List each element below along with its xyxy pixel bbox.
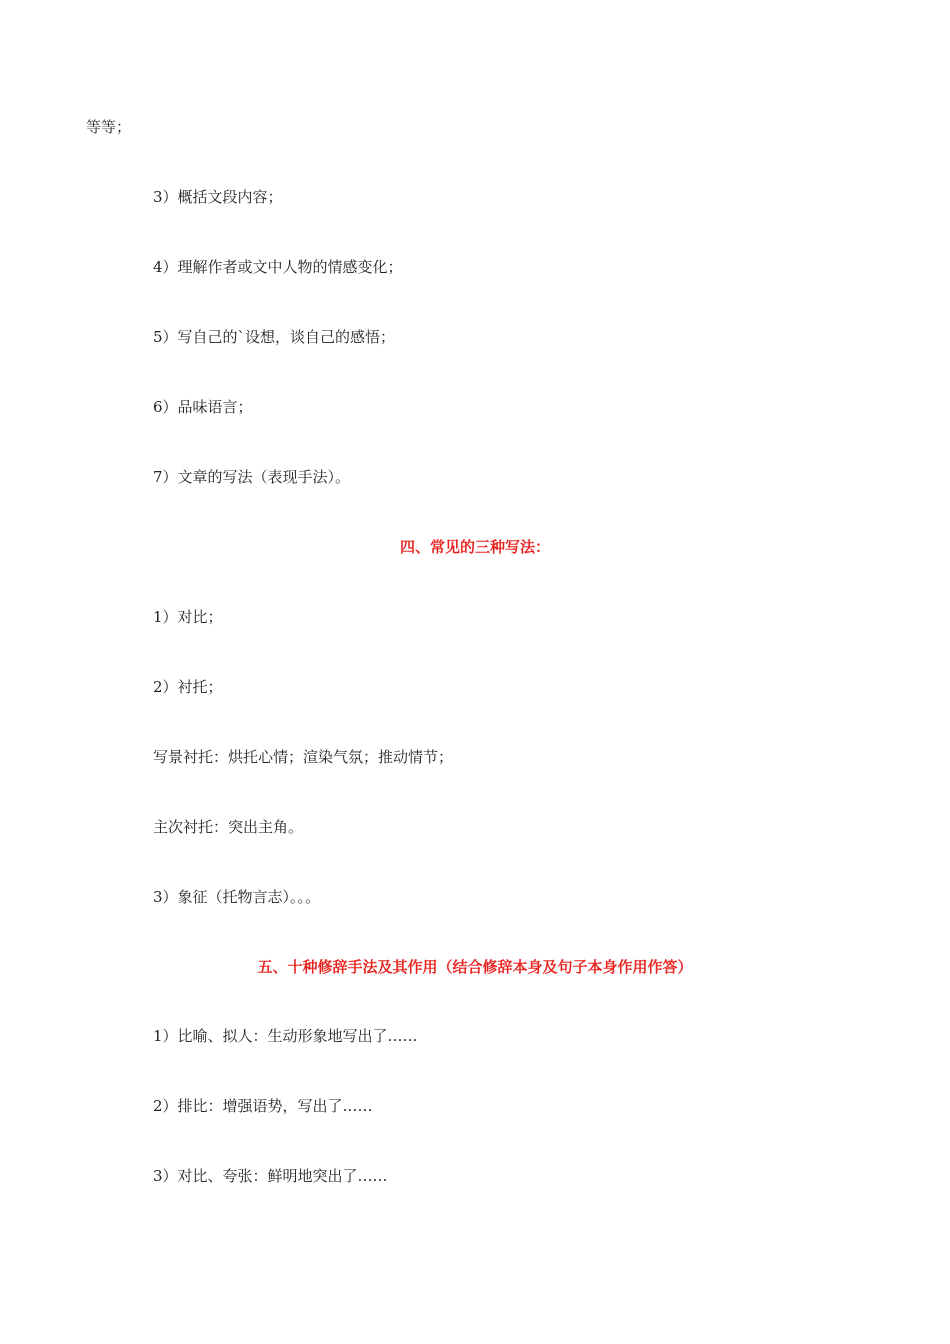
- section-heading-4: 四、常见的三种写法：: [399, 538, 550, 556]
- list-item: 主次衬托：突出主角。: [153, 818, 304, 836]
- list-item: 2）衬托；: [153, 678, 223, 696]
- intro-text: 等等；: [86, 118, 132, 136]
- list-item: 3）对比、夸张：鲜明地突出了……: [153, 1167, 388, 1185]
- list-item: 1）对比；: [153, 608, 223, 626]
- list-item: 4）理解作者或文中人物的情感变化；: [153, 258, 403, 276]
- list-item: 6）品味语言；: [153, 398, 253, 416]
- list-item: 3）概括文段内容；: [153, 188, 283, 206]
- list-item: 3）象征（托物言志）。。。: [153, 888, 321, 906]
- section-heading-5: 五、十种修辞手法及其作用（结合修辞本身及句子本身作用作答）: [257, 958, 693, 976]
- list-item: 写景衬托：烘托心情；渲染气氛；推动情节；: [153, 748, 454, 766]
- list-item: 2）排比：增强语势，写出了……: [153, 1097, 373, 1115]
- list-item: 1）比喻、拟人：生动形象地写出了……: [153, 1027, 418, 1045]
- list-item: 5）写自己的`设想，谈自己的感悟；: [153, 328, 396, 346]
- list-item: 7）文章的写法（表现手法）。: [153, 468, 351, 486]
